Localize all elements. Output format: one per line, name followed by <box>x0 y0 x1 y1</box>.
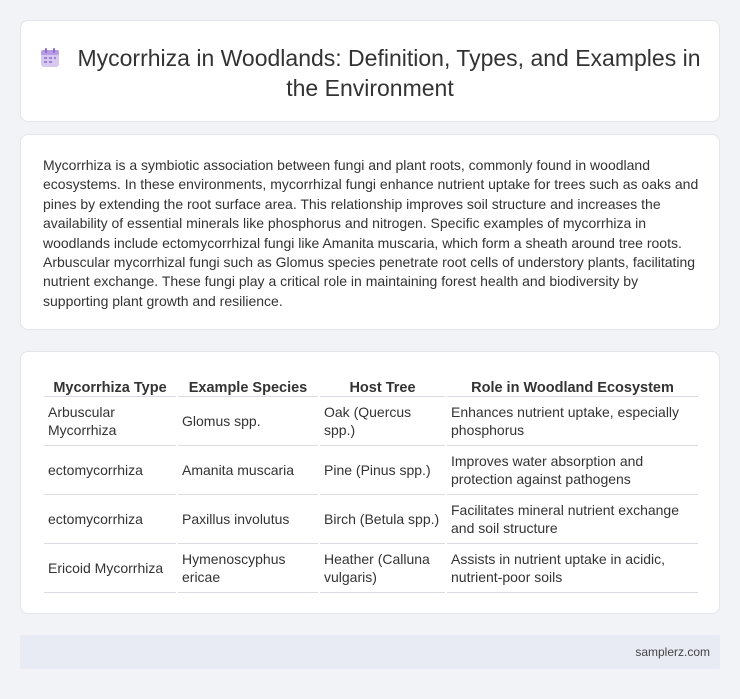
title-card <box>20 20 720 122</box>
title-text: Mycorrhiza in Woodlands: Definition, Types, and Examples in the Environment <box>77 45 701 101</box>
page-title <box>21 43 719 103</box>
footer-site-name: samplerz.com <box>635 645 710 659</box>
table-header-row <box>44 374 698 396</box>
mycorrhiza-table <box>44 374 698 593</box>
cell-role: Facilitates mineral nutrient exchange and soil structure <box>446 494 698 543</box>
summary-paragraph: Mycorrhiza is a symbiotic association between fungi and plant roots, commonly found in woodland ecosystems. In these environments, mycorrhizal fungi enhance nutrient uptake for trees such as oaks and pines by extending the root surface area. This relationship improves soil structure and increases the availability of essential minerals like phosphorus and nitrogen. Specific examples of mycorrhiza in woodlands include ectomycorrhizal fungi like Amanita muscaria, which form a sheath around tree roots. Arbuscular mycorrhizal fungi such as Glomus species penetrate root cells of understory plants, facilitating nutrient exchange. These fungi play a critical role in maintaining forest health and biodiversity by supporting plant growth and resilience. <box>43 157 699 309</box>
table-card <box>20 351 720 614</box>
cell-host: Birch (Betula spp.) <box>319 494 446 543</box>
cell-type: ectomycorrhiza <box>44 494 177 543</box>
cell-species: Paxillus involutus <box>177 494 319 543</box>
calendar-icon <box>39 47 61 69</box>
cell-host: Pine (Pinus spp.) <box>319 445 446 494</box>
cell-role: Improves water absorption and protection against pathogens <box>446 445 698 494</box>
cell-host: Heather (Calluna vulgaris) <box>319 543 446 592</box>
column-header-type: Mycorrhiza Type <box>44 374 177 396</box>
footer <box>20 635 720 669</box>
table-row <box>44 543 698 592</box>
cell-type: Arbuscular Mycorrhiza <box>44 396 177 445</box>
cell-species: Amanita muscaria <box>177 445 319 494</box>
column-header-species: Example Species <box>177 374 319 396</box>
column-header-role: Role in Woodland Ecosystem <box>446 374 698 396</box>
table-row <box>44 445 698 494</box>
cell-type: ectomycorrhiza <box>44 445 177 494</box>
table-row <box>44 494 698 543</box>
cell-role: Assists in nutrient uptake in acidic, nutrient-poor soils <box>446 543 698 592</box>
summary-card <box>20 134 720 330</box>
cell-species: Hymenoscyphus ericae <box>177 543 319 592</box>
cell-type: Ericoid Mycorrhiza <box>44 543 177 592</box>
table-row <box>44 396 698 445</box>
column-header-host: Host Tree <box>319 374 446 396</box>
cell-species: Glomus spp. <box>177 396 319 445</box>
cell-host: Oak (Quercus spp.) <box>319 396 446 445</box>
cell-role: Enhances nutrient uptake, especially phosphorus <box>446 396 698 445</box>
